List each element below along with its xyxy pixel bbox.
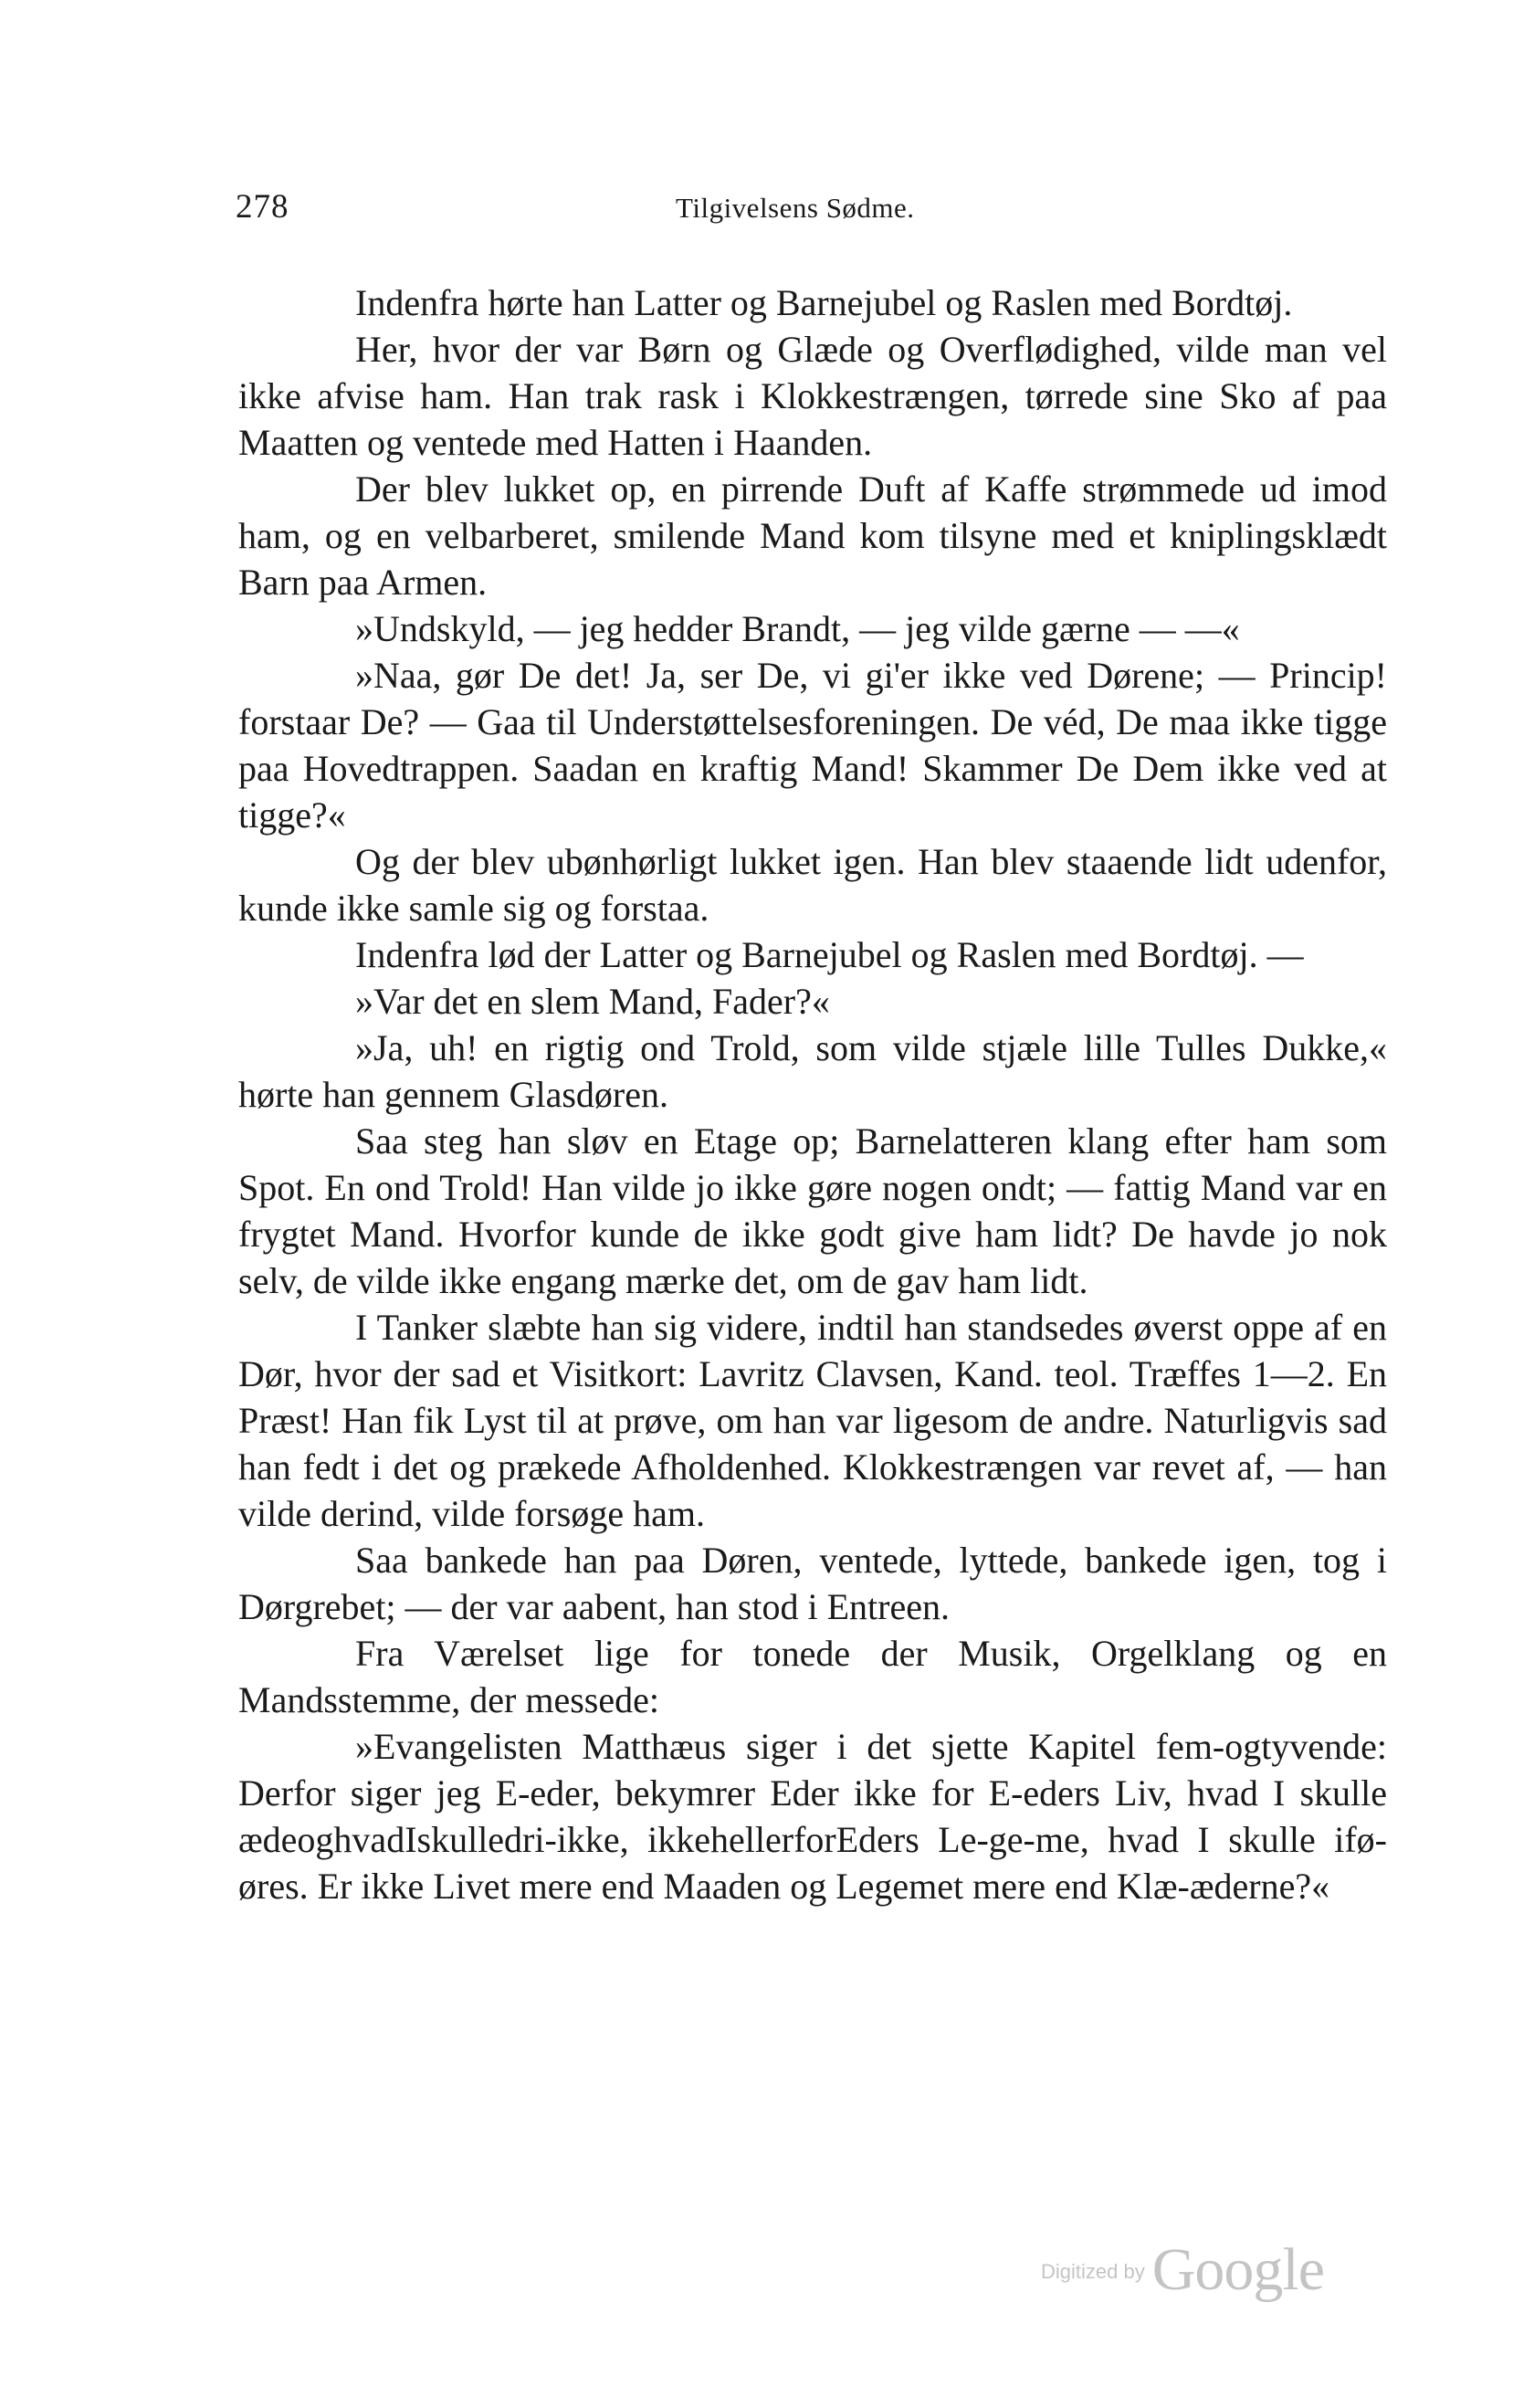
paragraph: Indenfra hørte han Latter og Barnejubel og Raslen med Bordtøj.: [355, 282, 1293, 323]
paragraph: Og der blev ubønhørligt lukket igen. Han blev staaende lidt udenfor, kunde ikke samle sig og forstaa.: [238, 841, 1387, 929]
paragraph: »Var det en slem Mand, Fader?«: [355, 981, 830, 1022]
paragraph: I Tanker slæbte han sig videre, indtil han standsedes øverst oppe af en Dør, hvor der sad et Visitkort: Lavritz Clavsen, Kand. teol. Træffes 1—2. En Præst! Han fik Lyst til at prøve, om han var ligesom de andre. Naturligvis sad han fedt i det og prækede Afholdenhed. Klokkestrængen var revet af, — han vilde derind, vilde forsøge ham.: [238, 1307, 1387, 1534]
paragraph: »Naa, gør De det! Ja, ser De, vi gi'er ikke ved Dørene; — Princip! forstaar De? — Gaa til Understøttelsesforeningen. De véd, De maa ikke tigge paa Hovedtrappen. Saadan en kraftig Mand! Skammer De Dem ikke ved at tigge?«: [238, 655, 1387, 836]
paragraph: Indenfra lød der Latter og Barnejubel og Raslen med Bordtøj. —: [355, 934, 1304, 975]
paragraph: Der blev lukket op, en pirrende Duft af Kaffe strømmede ud imod ham, og en velbarberet, smilende Mand kom tilsyne med et kniplingsklædt Barn paa Armen.: [238, 468, 1387, 603]
google-logo-text: Google: [1151, 2236, 1325, 2303]
paragraph: Saa steg han sløv en Etage op; Barnelatteren klang efter ham som Spot. En ond Trold! Han vilde jo ikke gøre nogen ondt; — fattig Mand var en frygtet Mand. Hvorfor kunde de ikke godt give ham lidt? De havde jo nok selv, de vilde ikke engang mærke det, om de gav ham lidt.: [238, 1120, 1387, 1301]
body-text: [238, 279, 1387, 1909]
paragraph: »Undskyld, — jeg hedder Brandt, — jeg vilde gærne — —«: [355, 608, 1240, 649]
paragraph: »Ja, uh! en rigtig ond Trold, som vilde stjæle lille Tulles Dukke,« hørte han gennem Glasdøren.: [238, 1027, 1387, 1115]
digitized-watermark: [1041, 2235, 1324, 2305]
paragraph: Fra Værelset lige for tonede der Musik, Orgelklang og en Mandsstemme, der messede:: [238, 1633, 1387, 1720]
page-number: 278: [236, 188, 289, 226]
paragraph: »Evangelisten Matthæus siger i det sjette Kapitel fem-ogtyvende: Derfor siger jeg E-eder, bekymrer Eder ikke for E-eders Liv, hvad I skulle ædeoghvadIskulledri-ikke, ikkehellerforEders Le-ge-me, hvad I skulle ifø-øres. Er ikke Livet mere end Maaden og Legemet mere end Klæ-æderne?«: [238, 1726, 1387, 1907]
watermark-prefix: Digitized by: [1041, 2260, 1145, 2283]
paragraph: Saa bankede han paa Døren, ventede, lyttede, bankede igen, tog i Dørgrebet; — der var aabent, han stod i Entreen.: [238, 1540, 1387, 1627]
paragraph: Her, hvor der var Børn og Glæde og Overflødighed, vilde man vel ikke afvise ham. Han trak rask i Klokkestrængen, tørrede sine Sko af paa Maatten og ventede med Hatten i Haanden.: [238, 329, 1387, 463]
running-title: Tilgivelsens Sødme.: [676, 192, 915, 224]
